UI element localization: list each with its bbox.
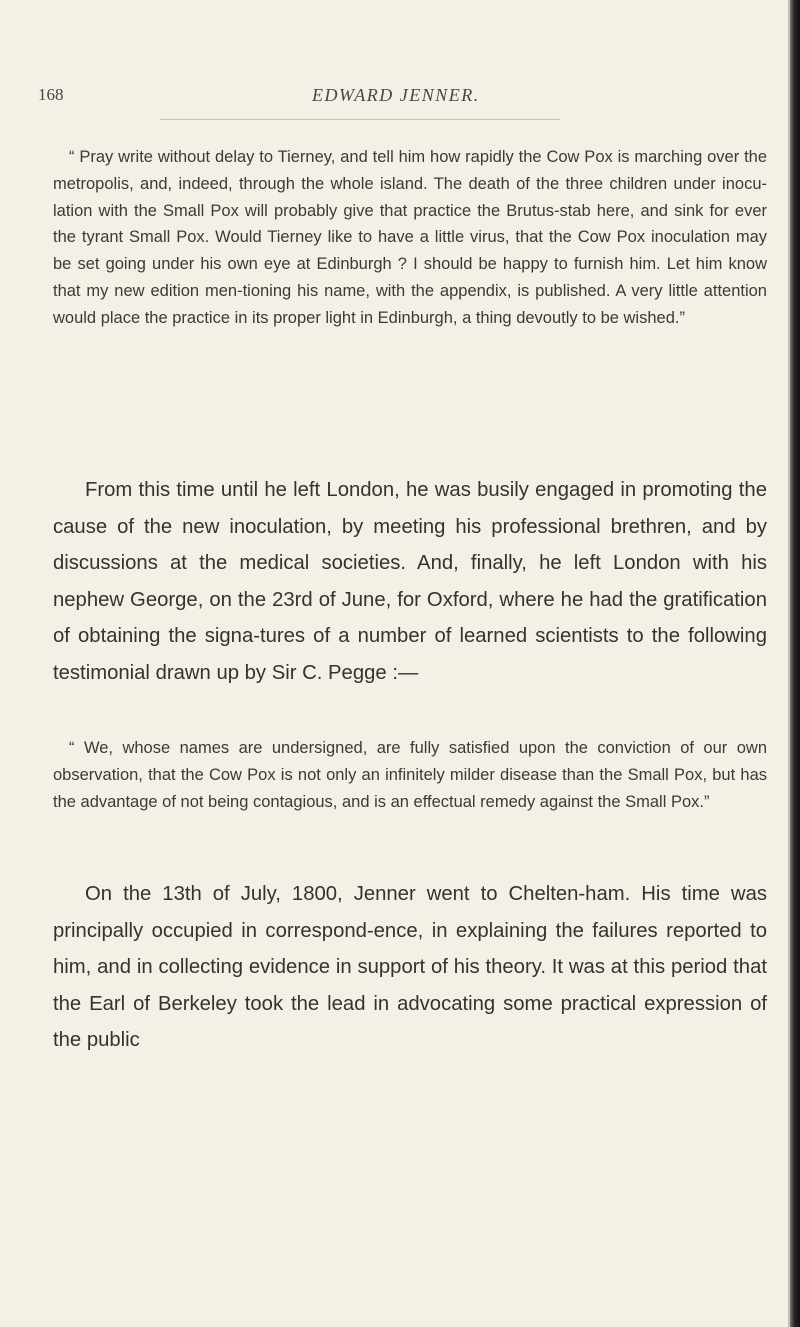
testimonial-quote: “ We, whose names are undersigned, are fully satisfied upon the conviction of our own observation, that the Cow Pox is not only an infinitely milder disease than the Small Pox, but has the advantage of not being contagious, and is an effectual remedy against the Small Pox.” [53, 739, 767, 811]
running-head: EDWARD JENNER. [312, 85, 480, 105]
page-number: 168 [38, 85, 64, 104]
body-paragraph-two: On the 13th of July, 1800, Jenner went to Chelten-ham. His time was principally occupied in correspond-ence, in explaining the failures reported to him, and in collecting evidence in support of his theory. It was at this period that the Earl of Berkeley took the lead in advocating some practical expression of the public [53, 883, 767, 1052]
page-header [0, 85, 790, 125]
header-rule [160, 119, 560, 120]
page-binding-edge [790, 0, 800, 1327]
letter-quote: “ Pray write without delay to Tierney, and tell him how rapidly the Cow Pox is marching over the metropolis, and, indeed, through the whole island. The death of the three children under inocu-lation with the Small Pox will probably give that practice the Brutus-stab here, and sink for ever the tyrant Small Pox. Would Tierney like to have a little virus, that the Cow Pox inoculation may be set going under his own eye at Edinburgh ? I should be happy to furnish him. Let him know that my new edition men-tioning his name, with the appendix, is published. A very little attention would place the practice in its proper light in Edinburgh, a thing devoutly to be wished.” [53, 148, 767, 327]
body-paragraph-one: From this time until he left London, he was busily engaged in promoting the cause of the new inoculation, by meeting his professional brethren, and by discussions at the medical societies. And, finally, he left London with his nephew George, on the 23rd of June, for Oxford, where he had the gratification of obtaining the signa-tures of a number of learned scientists to the following testimonial drawn up by Sir C. Pegge :— [53, 479, 767, 684]
